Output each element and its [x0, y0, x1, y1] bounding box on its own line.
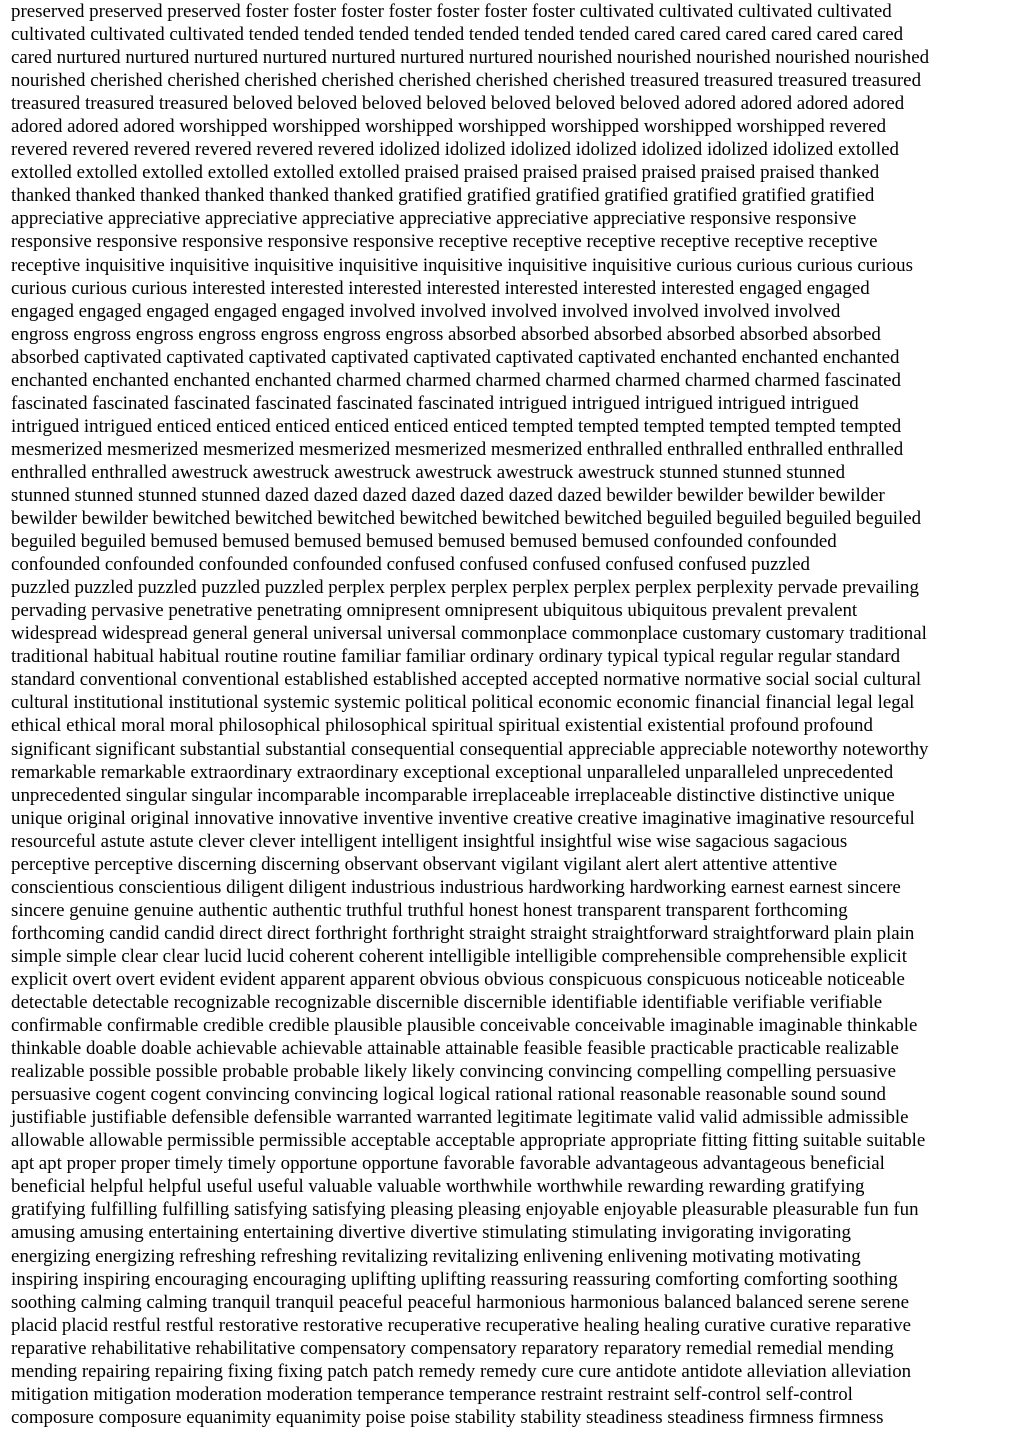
text-line: apt apt proper proper timely timely opportune opportune favorable favorable advantageous advantageous beneficial — [11, 1153, 885, 1175]
text-line: preserved preserved preserved foster foster foster foster foster foster foster cultivated cultivated cultivated cultivated — [11, 1, 892, 22]
text-line: nourished cherished cherished cherished cherished cherished cherished cherished treasured treasured treasured treasured — [11, 70, 922, 92]
text-line: explicit overt overt evident evident apparent apparent obvious obvious conspicuous conspicuous noticeable noticeable — [11, 968, 905, 990]
text-line: curious curious curious interested interested interested interested interested interested interested engaged engaged — [11, 277, 870, 299]
text-line: justifiable justifiable defensible defensible warranted warranted legitimate legitimate valid valid admissible admissible — [11, 1107, 909, 1129]
text-line: ethical ethical moral moral philosophical philosophical spiritual spiritual existential existential profound profound — [11, 715, 873, 737]
text-line: widespread widespread general general universal universal commonplace commonplace customary customary traditional — [11, 623, 927, 645]
text-line: engross engross engross engross engross engross engross absorbed absorbed absorbed absorbed absorbed absorbed — [11, 323, 881, 345]
text-line: gratifying fulfilling fulfilling satisfying satisfying pleasing pleasing enjoyable enjoyable pleasurable pleasurable fun fun — [11, 1199, 919, 1221]
text-line: inspiring inspiring encouraging encouraging uplifting uplifting reassuring reassuring comforting comforting soothing — [11, 1268, 898, 1290]
text-line: simple simple clear clear lucid lucid coherent coherent intelligible intelligible comprehensible comprehensible explicit — [11, 945, 907, 967]
text-line: remarkable remarkable extraordinary extraordinary exceptional exceptional unparalleled unparalleled unprecedented — [11, 761, 894, 783]
text-line: fascinated fascinated fascinated fascinated fascinated fascinated intrigued intrigued intrigued intrigued intrigued — [11, 392, 859, 414]
text-line: bewilder bewilder bewitched bewitched bewitched bewitched bewitched bewitched beguiled beguiled beguiled beguiled — [11, 508, 922, 530]
text-line: confounded confounded confounded confounded confused confused confused confused confused puzzled — [11, 554, 810, 576]
text-line: enthralled enthralled awestruck awestruck awestruck awestruck awestruck awestruck stunned stunned stunned — [11, 461, 846, 483]
text-line: mitigation mitigation moderation moderation temperance temperance restraint restraint self-control self-control — [11, 1383, 853, 1405]
text-line: responsive responsive responsive responsive responsive receptive receptive receptive receptive receptive receptive — [11, 231, 878, 253]
text-line: placid placid restful restful restorative restorative recuperative recuperative healing healing curative curative reparative — [11, 1314, 911, 1336]
text-line: mending repairing repairing fixing fixing patch patch remedy remedy cure cure antidote antidote alleviation alleviation — [11, 1360, 912, 1382]
text-line: intrigued intrigued enticed enticed enticed enticed enticed enticed tempted tempted tempted tempted tempted tempted — [11, 415, 902, 437]
text-line: unprecedented singular singular incomparable incomparable irreplaceable irreplaceable distinctive distinctive unique — [11, 784, 895, 806]
text-line: absorbed captivated captivated captivated captivated captivated captivated captivated enchanted enchanted enchanted — [11, 346, 900, 368]
text-line: reparative rehabilitative rehabilitative compensatory compensatory reparatory reparatory remedial remedial mending — [11, 1337, 894, 1359]
text-line: beneficial helpful helpful useful useful valuable valuable worthwhile worthwhile rewarding rewarding gratifying — [11, 1176, 865, 1198]
text-line: perceptive perceptive discerning discerning observant observant vigilant vigilant alert alert attentive attentive — [11, 853, 838, 875]
text-line: sincere genuine genuine authentic authentic truthful truthful honest honest transparent transparent forthcoming — [11, 899, 848, 921]
text-line: beguiled beguiled bemused bemused bemused bemused bemused bemused bemused confounded confounded — [11, 531, 837, 553]
text-line: thanked thanked thanked thanked thanked thanked gratified gratified gratified gratified gratified gratified gratified — [11, 185, 875, 207]
text-line: puzzled puzzled puzzled puzzled puzzled perplex perplex perplex perplex perplex perplex perplexity pervade prevailing — [11, 577, 919, 599]
text-line: traditional habitual habitual routine routine familiar familiar ordinary ordinary typical typical regular regular standard — [11, 646, 901, 668]
text-line: resourceful astute astute clever clever intelligent intelligent insightful insightful wise wise sagacious sagacious — [11, 830, 848, 852]
text-line: extolled extolled extolled extolled extolled extolled praised praised praised praised praised praised praised thanked — [11, 162, 880, 184]
text-line: receptive inquisitive inquisitive inquisitive inquisitive inquisitive inquisitive inquisitive curious curious curious curious — [11, 254, 913, 276]
text-line: significant significant substantial substantial consequential consequential appreciable appreciable noteworthy noteworthy — [11, 738, 929, 760]
text-line: soothing calming calming tranquil tranquil peaceful peaceful harmonious harmonious balanced balanced serene serene — [11, 1291, 910, 1313]
text-line: stunned stunned stunned stunned dazed dazed dazed dazed dazed dazed dazed bewilder bewilder bewilder bewilder — [11, 484, 885, 506]
text-line: treasured treasured treasured beloved beloved beloved beloved beloved beloved beloved adored adored adored adored — [11, 93, 905, 115]
text-line: appreciative appreciative appreciative appreciative appreciative appreciative appreciative responsive responsive — [11, 208, 857, 230]
text-line: composure composure equanimity equanimity poise poise stability stability steadiness steadiness firmness firmness — [11, 1406, 884, 1428]
text-line: forthcoming candid candid direct direct forthright forthright straight straight straightforward straightforward plain plain — [11, 922, 915, 944]
text-line: pervading pervasive penetrative penetrating omnipresent omnipresent ubiquitous ubiquitous prevalent prevalent — [11, 600, 858, 622]
text-line: energizing energizing refreshing refreshing revitalizing revitalizing enlivening enlivening motivating motivating — [11, 1245, 861, 1267]
text-line: cared nurtured nurtured nurtured nurtured nurtured nurtured nurtured nourished nourished nourished nourished nourished — [11, 47, 930, 69]
text-line: allowable allowable permissible permissible acceptable acceptable appropriate appropriate fitting fitting suitable suitable — [11, 1130, 926, 1152]
text-line: conscientious conscientious diligent diligent industrious industrious hardworking hardworking earnest earnest sincere — [11, 876, 901, 898]
text-line: unique original original innovative innovative inventive inventive creative creative imaginative imaginative resourceful — [11, 807, 915, 829]
text-line: cultural institutional institutional systemic systemic political political economic economic financial financial legal legal — [11, 692, 915, 714]
text-line: adored adored adored worshipped worshipped worshipped worshipped worshipped worshipped worshipped revered — [11, 116, 887, 138]
text-line: persuasive cogent cogent convincing convincing logical logical rational rational reasonable reasonable sound sound — [11, 1084, 886, 1106]
text-line: confirmable confirmable credible credible plausible plausible conceivable conceivable imaginable imaginable thinkable — [11, 1015, 918, 1037]
text-line: cultivated cultivated cultivated tended tended tended tended tended tended tended cared cared cared cared cared cared — [11, 24, 904, 46]
text-line: realizable possible possible probable probable likely likely convincing convincing compelling compelling persuasive — [11, 1061, 897, 1083]
text-line: standard conventional conventional established established accepted accepted normative normative social social cultural — [11, 669, 922, 691]
text-line: engaged engaged engaged engaged engaged involved involved involved involved involved involved involved — [11, 300, 841, 322]
text-line: amusing amusing entertaining entertaining divertive divertive stimulating stimulating invigorating invigorating — [11, 1222, 851, 1244]
text-line: thinkable doable doable achievable achievable attainable attainable feasible feasible practicable practicable realizable — [11, 1038, 899, 1060]
text-line: enchanted enchanted enchanted enchanted charmed charmed charmed charmed charmed charmed charmed fascinated — [11, 369, 901, 391]
text-line: revered revered revered revered revered revered idolized idolized idolized idolized idolized idolized idolized extolled — [11, 139, 899, 161]
text-line: mesmerized mesmerized mesmerized mesmerized mesmerized mesmerized enthralled enthralled enthralled enthralled — [11, 438, 904, 460]
text-line: detectable detectable recognizable recognizable discernible discernible identifiable identifiable verifiable verifiable — [11, 992, 883, 1014]
